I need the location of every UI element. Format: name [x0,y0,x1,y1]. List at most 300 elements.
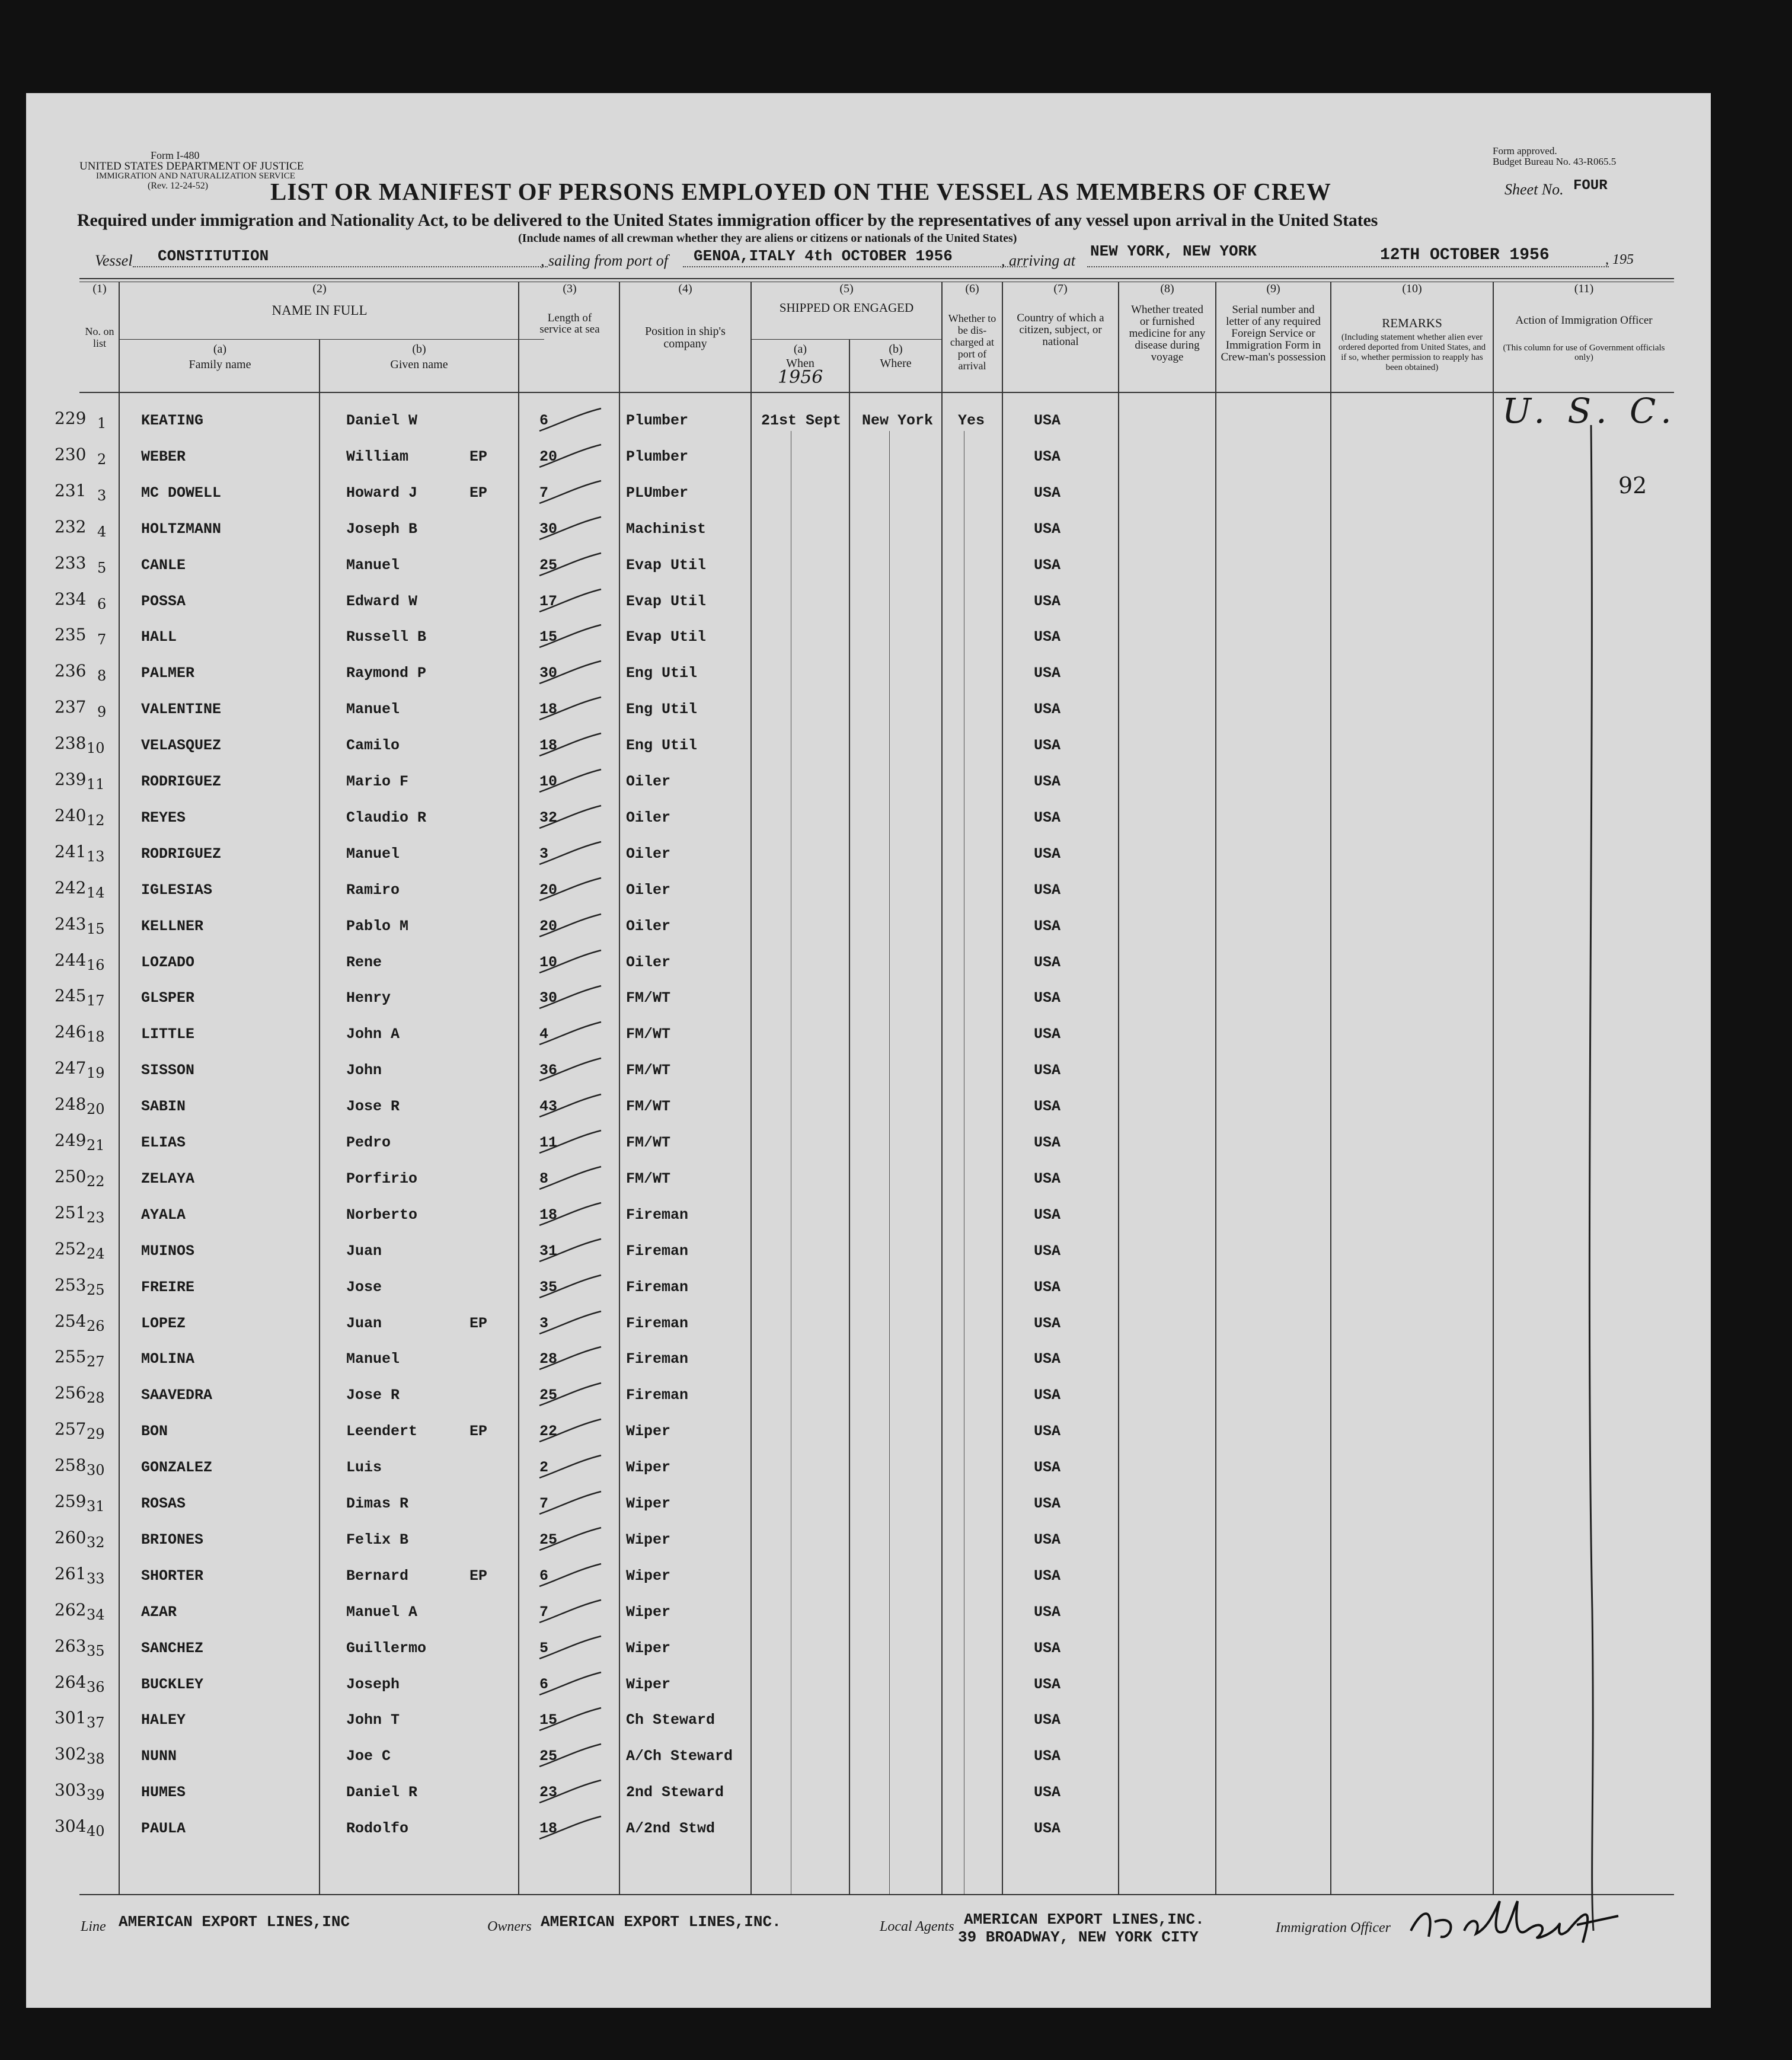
row-list-number: 26 [87,1318,105,1334]
budget-bureau: Budget Bureau No. 43-R065.5 [1493,156,1617,167]
col-2b-number: (b) [412,343,426,356]
position: Ch Steward [626,1711,715,1729]
col-2a-number: (a) [213,343,227,356]
service-years: 20 [539,448,558,465]
check-slash [536,659,607,688]
agents-address: 39 BROADWAY, NEW YORK CITY [958,1928,1199,1946]
row-handwritten-number: 253 [55,1275,87,1295]
col-5b-number: (b) [889,343,903,356]
country: USA [1034,1711,1061,1729]
given-name: Ramiro [346,882,400,899]
family-name: CANLE [141,557,186,574]
check-slash [536,1056,607,1085]
row-handwritten-number: 246 [55,1022,87,1042]
position: A/Ch Steward [626,1748,733,1765]
row-list-number: 1 [97,415,107,432]
row-list-number: 27 [87,1353,105,1370]
row-list-number: 7 [97,631,107,648]
col-5a-header: When [786,357,814,370]
service-years: 11 [539,1134,558,1151]
position: Evap Util [626,593,707,610]
row-list-number: 23 [87,1209,105,1226]
col-5-number: (5) [839,282,854,295]
check-slash [536,406,607,436]
position: Wiper [626,1459,671,1476]
given-name: Raymond P [346,665,427,682]
position: Wiper [626,1531,671,1548]
country: USA [1034,773,1061,790]
position: Wiper [626,1567,671,1585]
given-name: John [346,1062,382,1079]
check-slash [536,1670,607,1700]
row-handwritten-number: 237 [55,697,87,717]
service-years: 28 [539,1350,558,1368]
row-list-number: 6 [97,596,107,612]
row-list-number: 30 [87,1462,105,1478]
row-list-number: 40 [87,1823,105,1839]
officer-signature [1405,1895,1654,1956]
given-name: Porfirio [346,1170,418,1187]
given-name: Manuel [346,557,400,574]
country: USA [1034,882,1061,899]
family-name: SISSON [141,1062,195,1079]
family-name: SANCHEZ [141,1640,204,1657]
form-revision: (Rev. 12-24-52) [148,181,209,191]
country: USA [1034,1134,1061,1151]
given-name: Juan [346,1315,382,1332]
family-name: GONZALEZ [141,1459,213,1476]
given-name: John T [346,1711,400,1729]
country: USA [1034,1350,1061,1368]
check-slash [536,1092,607,1122]
row-handwritten-number: 261 [55,1564,87,1583]
row-list-number: 18 [87,1029,105,1045]
service-years: 25 [539,557,558,574]
service-years: 20 [539,918,558,935]
row-list-number: 11 [87,776,105,793]
check-slash [536,948,607,978]
col-11-header: Action of Immigration Officer [1515,314,1653,327]
check-slash [536,839,607,869]
row-handwritten-number: 230 [55,445,87,464]
row-handwritten-number: 249 [55,1130,87,1150]
given-name: Bernard [346,1567,409,1585]
row-handwritten-number: 304 [55,1816,87,1836]
discharge: Yes [958,412,985,429]
row-list-number: 2 [97,451,107,468]
col-6-header: Whether to be dis-charged at port of arrival [948,312,996,372]
service-years: 25 [539,1387,558,1404]
given-name: Joseph B [346,520,418,538]
family-name: SAAVEDRA [141,1387,213,1404]
usc-stamp: U. S. C. [1502,391,1678,431]
service-years: 31 [539,1243,558,1260]
given-name: Manuel A [346,1604,418,1621]
check-slash [536,1489,607,1519]
shipped-where: New York [862,412,934,429]
country: USA [1034,989,1061,1007]
col-11-note: (This column for use of Government officials only) [1503,343,1665,362]
family-name: RODRIGUEZ [141,845,222,863]
service-years: 7 [539,1495,549,1512]
service-years: 10 [539,954,558,971]
given-name: Russell B [346,628,427,646]
row-handwritten-number: 250 [55,1167,87,1186]
col-2-header: NAME IN FULL [271,303,368,318]
given-name: Daniel W [346,412,418,429]
row-handwritten-number: 248 [55,1094,87,1114]
family-name: LITTLE [141,1026,195,1043]
country: USA [1034,1784,1061,1801]
given-name: Guillermo [346,1640,427,1657]
manifest-sheet [26,93,1711,2008]
position: PLUmber [626,484,689,502]
family-name: ZELAYA [141,1170,195,1187]
check-slash [536,1164,607,1194]
col-6-number: (6) [965,282,979,295]
row-handwritten-number: 252 [55,1239,87,1259]
col-11-number: (11) [1574,282,1594,295]
ep-mark: EP [469,1315,488,1332]
country: USA [1034,1062,1061,1079]
family-name: ROSAS [141,1495,186,1512]
position: Wiper [626,1495,671,1512]
row-list-number: 39 [87,1787,105,1803]
row-list-number: 37 [87,1714,105,1731]
col-8-header: Whether treated or furnished medicine for any disease during voyage [1129,304,1206,363]
given-name: Rodolfo [346,1820,409,1837]
position: Fireman [626,1206,689,1224]
row-handwritten-number: 302 [55,1744,87,1764]
country: USA [1034,1604,1061,1621]
check-slash [536,1706,607,1735]
position: Eng Util [626,737,698,754]
check-slash [536,442,607,472]
service-years: 15 [539,628,558,646]
position: Plumber [626,412,689,429]
given-name: Manuel [346,845,400,863]
row-handwritten-number: 239 [55,769,87,789]
check-slash [536,1742,607,1771]
row-list-number: 17 [87,992,105,1009]
ep-mark: EP [469,448,488,465]
sheet-number: FOUR [1573,178,1608,194]
family-name: LOZADO [141,954,195,971]
owners-label: Owners [487,1919,532,1934]
check-slash [536,1417,607,1446]
position: Fireman [626,1279,689,1296]
position: Plumber [626,448,689,465]
family-name: GLSPER [141,989,195,1007]
country: USA [1034,701,1061,718]
check-slash [536,1128,607,1158]
service-years: 6 [539,1676,549,1693]
position: Oiler [626,809,671,826]
row-handwritten-number: 259 [55,1491,87,1511]
manifest-subtitle: Required under immigration and Nationality Act, to be delivered to the United States immigration officer by the representatives of any vessel upon arrival in the United States [77,210,1378,230]
family-name: VALENTINE [141,701,222,718]
row-list-number: 9 [97,704,107,720]
owners-name: AMERICAN EXPORT LINES,INC. [541,1913,781,1931]
row-list-number: 22 [87,1173,105,1190]
col-2a-header: Family name [189,358,251,371]
country: USA [1034,737,1061,754]
service-years: 4 [539,1026,549,1043]
position: Fireman [626,1387,689,1404]
country: USA [1034,1459,1061,1476]
service-years: 30 [539,520,558,538]
check-slash [536,1634,607,1663]
row-list-number: 32 [87,1534,105,1551]
col-5a-number: (a) [793,343,807,356]
check-slash [536,1020,607,1049]
col-2-number: (2) [312,282,327,295]
position: Fireman [626,1350,689,1368]
row-handwritten-number: 262 [55,1600,87,1620]
department: UNITED STATES DEPARTMENT OF JUSTICE [79,160,304,173]
country: USA [1034,1243,1061,1260]
position: 2nd Steward [626,1784,724,1801]
line-name: AMERICAN EXPORT LINES,INC [119,1913,350,1931]
manifest-title: LIST OR MANIFEST OF PERSONS EMPLOYED ON THE VESSEL AS MEMBERS OF CREW [270,178,1331,205]
given-name: Dimas R [346,1495,409,1512]
row-list-number: 28 [87,1390,105,1406]
country: USA [1034,484,1061,502]
row-list-number: 33 [87,1570,105,1587]
position: FM/WT [626,1098,671,1115]
service-years: 22 [539,1423,558,1440]
family-name: IGLESIAS [141,882,213,899]
row-list-number: 3 [97,487,107,504]
country: USA [1034,628,1061,646]
form-number: Form I-480 [151,149,200,161]
row-handwritten-number: 240 [55,806,87,825]
given-name: John A [346,1026,400,1043]
check-slash [536,478,607,508]
country: USA [1034,1279,1061,1296]
check-slash [536,731,607,761]
country: USA [1034,954,1061,971]
country: USA [1034,1495,1061,1512]
service-years: 30 [539,989,558,1007]
row-list-number: 5 [97,560,107,576]
position: FM/WT [626,1062,671,1079]
shipped-when: 21st Sept [761,412,842,429]
given-name: Jose R [346,1387,400,1404]
row-handwritten-number: 242 [55,878,87,898]
col-10-header: REMARKS [1382,316,1442,330]
position: FM/WT [626,1170,671,1187]
col-8-number: (8) [1160,282,1174,295]
family-name: HUMES [141,1784,186,1801]
service-years: 32 [539,809,558,826]
position: A/2nd Stwd [626,1820,715,1837]
position: Evap Util [626,628,707,646]
vessel-name: CONSTITUTION [158,247,269,265]
service-years: 10 [539,773,558,790]
country: USA [1034,593,1061,610]
arrival-port: NEW YORK, NEW YORK [1090,242,1257,260]
row-handwritten-number: 254 [55,1311,87,1331]
service-years: 18 [539,701,558,718]
row-handwritten-number: 235 [55,625,87,644]
family-name: KEATING [141,412,204,429]
row-handwritten-number: 303 [55,1780,87,1800]
col-10-number: (10) [1402,282,1422,295]
family-name: VELASQUEZ [141,737,222,754]
given-name: Henry [346,989,391,1007]
position: Oiler [626,845,671,863]
check-slash [536,1814,607,1844]
row-handwritten-number: 241 [55,842,87,861]
signature-mark [1405,1895,1654,1949]
check-slash [536,622,607,652]
service-years: 36 [539,1062,558,1079]
check-slash [536,876,607,905]
crew-count: 92 [1618,472,1647,499]
bracket-line [1567,425,1615,1943]
col-9-number: (9) [1266,282,1280,295]
row-handwritten-number: 243 [55,914,87,934]
position: Evap Util [626,557,707,574]
form-approved: Form approved. [1493,145,1557,157]
country: USA [1034,918,1061,935]
family-name: REYES [141,809,186,826]
row-list-number: 8 [97,667,107,684]
family-name: ELIAS [141,1134,186,1151]
position: FM/WT [626,989,671,1007]
row-list-number: 31 [87,1498,105,1515]
row-list-number: 4 [97,523,107,540]
given-name: Manuel [346,701,400,718]
manifest-note: (Include names of all crewman whether they are aliens or citizens or nationals of the United States) [518,232,1017,245]
service-name: IMMIGRATION AND NATURALIZATION SERVICE [96,171,295,181]
given-name: Jose [346,1279,382,1296]
given-name: Jose R [346,1098,400,1115]
family-name: BUCKLEY [141,1676,204,1693]
row-list-number: 21 [87,1137,105,1154]
family-name: NUNN [141,1748,177,1765]
row-handwritten-number: 260 [55,1528,87,1547]
family-name: MOLINA [141,1350,195,1368]
check-slash [536,551,607,580]
service-years: 30 [539,665,558,682]
country: USA [1034,1820,1061,1837]
year-suffix: , 195 [1605,252,1634,267]
given-name: Manuel [346,1350,400,1368]
check-slash [536,1525,607,1555]
country: USA [1034,845,1061,863]
col-3-header: Length of service at sea [539,312,600,336]
ep-mark: EP [469,1423,488,1440]
service-years: 3 [539,1315,549,1332]
row-handwritten-number: 258 [55,1455,87,1475]
ep-mark: EP [469,484,488,502]
col-7-number: (7) [1053,282,1068,295]
agents-label: Local Agents [880,1919,954,1934]
col-1-number: (1) [92,282,107,295]
row-list-number: 14 [87,884,105,901]
given-name: Daniel R [346,1784,418,1801]
position: Wiper [626,1676,671,1693]
row-handwritten-number: 238 [55,733,87,753]
row-handwritten-number: 245 [55,986,87,1005]
row-list-number: 24 [87,1245,105,1262]
check-slash [536,1598,607,1627]
check-slash [536,1778,607,1807]
row-handwritten-number: 251 [55,1203,87,1222]
country: USA [1034,1676,1061,1693]
family-name: POSSA [141,593,186,610]
position: Oiler [626,882,671,899]
check-slash [536,912,607,941]
service-years: 43 [539,1098,558,1115]
family-name: SHORTER [141,1567,204,1585]
family-name: PALMER [141,665,195,682]
service-years: 8 [539,1170,549,1187]
row-list-number: 19 [87,1065,105,1081]
position: Oiler [626,773,671,790]
country: USA [1034,1567,1061,1585]
service-years: 7 [539,484,549,502]
row-handwritten-number: 256 [55,1383,87,1403]
row-handwritten-number: 229 [55,408,87,428]
col-5-header: SHIPPED OR ENGAGED [779,301,914,315]
col-4-header: Position in ship's company [645,325,726,350]
check-slash [536,1561,607,1591]
row-list-number: 15 [87,921,105,937]
row-list-number: 35 [87,1643,105,1659]
col-10-note: (Including statement whether alien ever ordered deported from United States, and if so, whether permission to reapply has been obtained) [1338,333,1486,372]
service-years: 18 [539,737,558,754]
officer-label: Immigration Officer [1276,1920,1391,1936]
position: FM/WT [626,1134,671,1151]
agents-name: AMERICAN EXPORT LINES,INC. [964,1911,1205,1928]
sheet-label: Sheet No. [1504,181,1564,198]
country: USA [1034,412,1061,429]
service-years: 20 [539,882,558,899]
position: Wiper [626,1423,671,1440]
service-years: 15 [539,1711,558,1729]
check-slash [536,983,607,1013]
row-list-number: 10 [87,740,105,756]
check-slash [536,803,607,833]
check-slash [536,1273,607,1302]
position: Fireman [626,1315,689,1332]
country: USA [1034,1748,1061,1765]
service-years: 18 [539,1820,558,1837]
family-name: HALL [141,628,177,646]
family-name: HOLTZMANN [141,520,222,538]
ep-mark: EP [469,1567,488,1585]
position: Wiper [626,1640,671,1657]
service-years: 6 [539,412,549,429]
service-years: 7 [539,1604,549,1621]
position: Eng Util [626,701,698,718]
check-slash [536,695,607,724]
service-years: 35 [539,1279,558,1296]
row-handwritten-number: 236 [55,661,87,681]
row-list-number: 34 [87,1607,105,1623]
service-years: 5 [539,1640,549,1657]
row-list-number: 38 [87,1751,105,1767]
family-name: MC DOWELL [141,484,222,502]
country: USA [1034,809,1061,826]
given-name: Leendert [346,1423,418,1440]
row-list-number: 29 [87,1426,105,1442]
row-handwritten-number: 263 [55,1636,87,1656]
country: USA [1034,1423,1061,1440]
